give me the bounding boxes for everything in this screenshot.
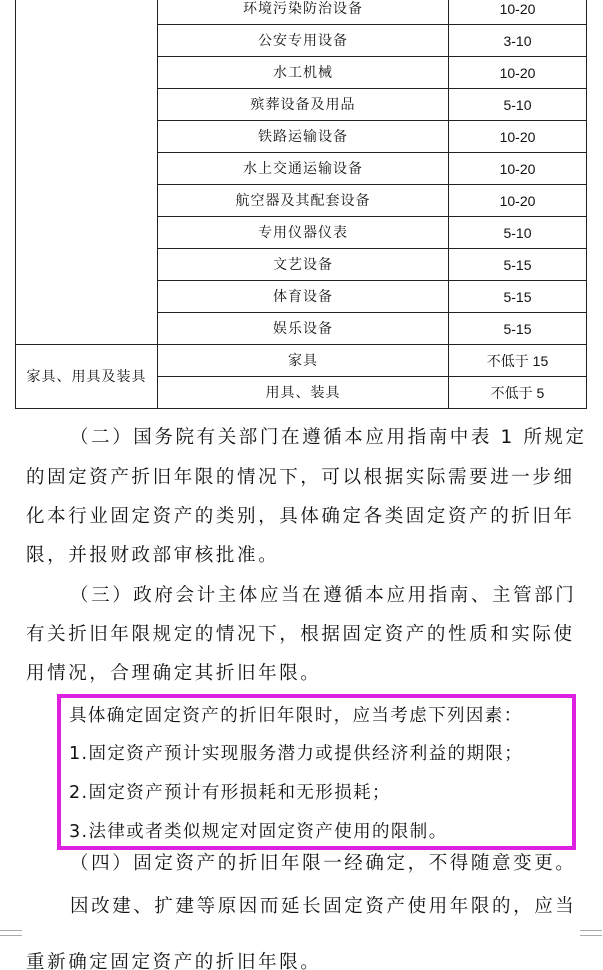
years-cell: 5-10 <box>449 89 587 121</box>
page-break-mark-right <box>580 930 602 936</box>
item-cell: 水上交通运输设备 <box>158 153 449 185</box>
years-cell: 不低于 5 <box>449 377 587 409</box>
highlight-line: 1.固定资产预计实现服务潜力或提供经济利益的期限； <box>69 744 524 764</box>
table-row <box>16 345 587 377</box>
highlight-line: 3.法律或者类似规定对固定资产使用的限制。 <box>69 822 448 842</box>
years-cell: 5-10 <box>449 217 587 249</box>
highlight-line: 具体确定固定资产的折旧年限时，应当考虑下列因素： <box>69 706 523 726</box>
item-cell: 水工机械 <box>158 57 449 89</box>
years-cell: 10-20 <box>449 57 587 89</box>
category-cell: 家具、用具及装具 <box>16 345 158 409</box>
item-cell: 航空器及其配套设备 <box>158 185 449 217</box>
paragraph-line: 限，并报财政部审核批准。 <box>26 545 280 566</box>
paragraph-line: 用情况，合理确定其折旧年限。 <box>26 663 322 684</box>
item-cell: 殡葬设备及用品 <box>158 89 449 121</box>
years-cell: 10-20 <box>449 185 587 217</box>
item-cell: 环境污染防治设备 <box>158 0 449 25</box>
item-cell: 体育设备 <box>158 281 449 313</box>
highlight-line: 2.固定资产预计有形损耗和无形损耗； <box>69 783 391 803</box>
category-cell-empty <box>16 0 158 345</box>
years-cell: 3-10 <box>449 25 587 57</box>
item-cell: 娱乐设备 <box>158 313 449 345</box>
highlight-box <box>57 694 576 850</box>
paragraph-line: 有关折旧年限规定的情况下，根据固定资产的性质和实际使 <box>26 624 575 645</box>
depreciation-table <box>15 0 587 409</box>
years-cell: 10-20 <box>449 0 587 25</box>
years-cell: 5-15 <box>449 249 587 281</box>
page-break-mark-left <box>0 930 22 936</box>
item-cell: 家具 <box>158 345 449 377</box>
item-cell: 公安专用设备 <box>158 25 449 57</box>
paragraph-line: 因改建、扩建等原因而延长固定资产使用年限的，应当 <box>70 896 577 917</box>
years-cell: 5-15 <box>449 281 587 313</box>
item-cell: 铁路运输设备 <box>158 121 449 153</box>
paragraph-line: 重新确定固定资产的折旧年限。 <box>26 952 322 970</box>
paragraph-line: 的固定资产折旧年限的情况下，可以根据实际需要进一步细 <box>26 467 575 488</box>
table-row <box>16 0 587 25</box>
paragraph-line: （二）国务院有关部门在遵循本应用指南中表 1 所规定 <box>70 427 587 448</box>
item-cell: 用具、装具 <box>158 377 449 409</box>
years-cell: 5-15 <box>449 313 587 345</box>
item-cell: 文艺设备 <box>158 249 449 281</box>
paragraph-line: （三）政府会计主体应当在遵循本应用指南、主管部门 <box>70 585 577 606</box>
paragraph-line: （四）固定资产的折旧年限一经确定，不得随意变更。 <box>70 853 577 874</box>
years-cell: 10-20 <box>449 121 587 153</box>
paragraph-line: 化本行业固定资产的类别，具体确定各类固定资产的折旧年 <box>26 506 575 527</box>
years-cell: 10-20 <box>449 153 587 185</box>
item-cell: 专用仪器仪表 <box>158 217 449 249</box>
years-cell: 不低于 15 <box>449 345 587 377</box>
